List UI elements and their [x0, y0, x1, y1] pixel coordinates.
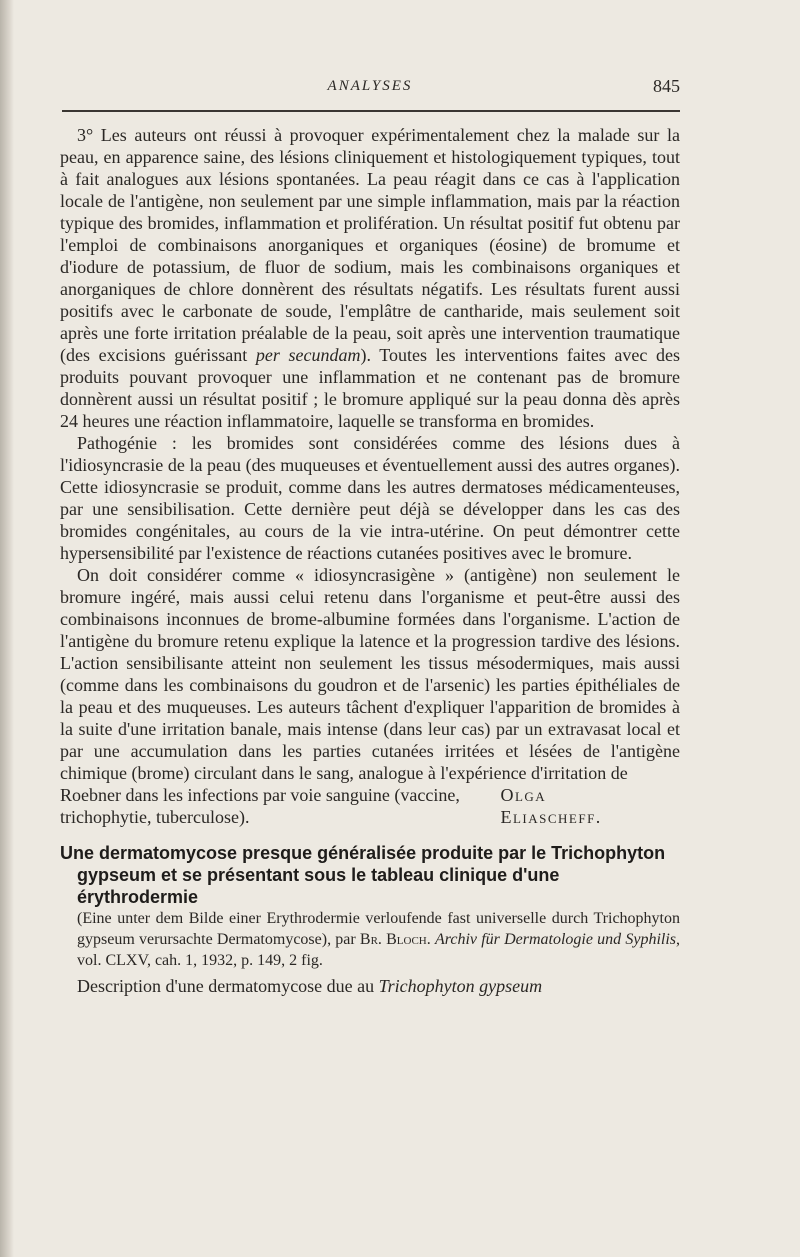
article-title	[60, 842, 680, 908]
description-paragraph	[60, 975, 680, 997]
description-text: Description d'une dermatomycose due au	[77, 976, 375, 996]
paragraph-1	[60, 124, 680, 432]
document-page	[60, 70, 681, 996]
header-rule	[62, 110, 680, 112]
paragraph-pathogenie: Pathogénie : les bromides sont considérées comme des lésions dues à l'idiosyncrasie de la peau (des muqueuses et éventuellement aussi des autres organes). Cette idiosyncrasie se produit, comme dans les autres dermatoses médicamenteuses, par une sensibilisation. Cette dernière peut déjà se développer dans les cas des bromides congénitales, au cours de la vie intra-utérine. On peut démontrer cette hypersensibilité par l'existence de réactions cutanées positives avec le bromure.	[60, 433, 680, 563]
book-spine-shadow	[0, 0, 14, 1257]
journal-name: Archiv für Dermatologie und Syphilis	[434, 931, 677, 948]
running-header	[60, 70, 680, 104]
paragraph-3: On doit considérer comme « idiosyncrasigène » (antigène) non seulement le bromure ingéré, mais aussi celui retenu dans l'organisme et peut-être aussi des combinaisons inconnues de brome-albumine formées dans l'organisme. L'action de l'antigène du bromure retenu explique la latence et la progression tardive des lésions. L'action sensibilisante atteint non seulement les tissus mésodermiques, mais aussi (comme dans les combinaisons du goudron et de l'arsenic) les parties épithéliales de la peau et des muqueuses. Les auteurs tâchent d'expliquer l'apparition de bromides à la suite d'une irritation banale, mais intense (dans leur cas) par un extravasat local et par une accumulation dans les parties cutanées irritées et lésées de l'antigène chimique (brome) circulant dans le sang, analogue à l'expérience d'irritation de	[60, 565, 680, 783]
citation-details: , vol. CLXV, cah. 1, 1932, p. 149, 2 fig.	[77, 931, 681, 969]
original-title: (Eine unter dem Bilde einer Erythrodermie verloufende fast universelle durch Trichophyton gypseum verursachte Dermatomycose), par	[77, 910, 680, 948]
latin-phrase: per secundam	[255, 345, 361, 365]
bibliographic-reference	[60, 908, 680, 971]
paragraph-3-end: Roebner dans les infections par voie sanguine (vaccine, trichophytie, tuberculose).	[60, 785, 460, 827]
article-title-line-2: gypseum et se présentant sous le tableau clinique d'une érythrodermie	[77, 865, 560, 907]
article-author: Br. Bloch.	[359, 931, 431, 948]
running-title: ANALYSES	[327, 78, 413, 94]
species-name: Trichophyton gypseum	[378, 976, 543, 996]
signature-line	[60, 784, 680, 828]
article-title-line-1: Une dermatomycose presque généralisée produite par le Trichophyton	[60, 843, 666, 863]
body-text	[60, 124, 680, 997]
page-number: 845	[653, 76, 680, 96]
paragraph-1-end: ). Toutes les interventions faites avec des produits pouvant provoquer une inflammation et ne contenant pas de bromure donnèrent aussi un résultat positif ; le bromure appliqué sur la peau donna dès après 24 heures une réaction inflammatoire, laquelle se transforma en bromides.	[60, 345, 681, 431]
author-signature: Olga Eliascheff.	[500, 785, 602, 827]
paragraph-1-text: 3° Les auteurs ont réussi à provoquer expérimentalement chez la malade sur la peau, en apparence saine, des lésions cliniquement et histologiquement typiques, tout à fait analogues aux lésions spontanées. La peau réagit dans ce cas à l'application locale de l'antigène, non seulement par une simple inflammation, mais par la réaction typique des bromides, inflammation et prolifération. Un résultat positif fut obtenu par l'emploi de combinaisons anorganiques et organiques (éosine) de bromume et d'iodure de potassium, de fluor de sodium, mais les combinaisons organiques et anorganiques de chlore donnèrent des résultats négatifs. Les résultats furent aussi positifs avec le carbonate de soude, l'emplâtre de cantharide, mais seulement soit après une forte irritation préalable de la peau, soit après une intervention traumatique (des excisions guérissant	[60, 125, 680, 365]
